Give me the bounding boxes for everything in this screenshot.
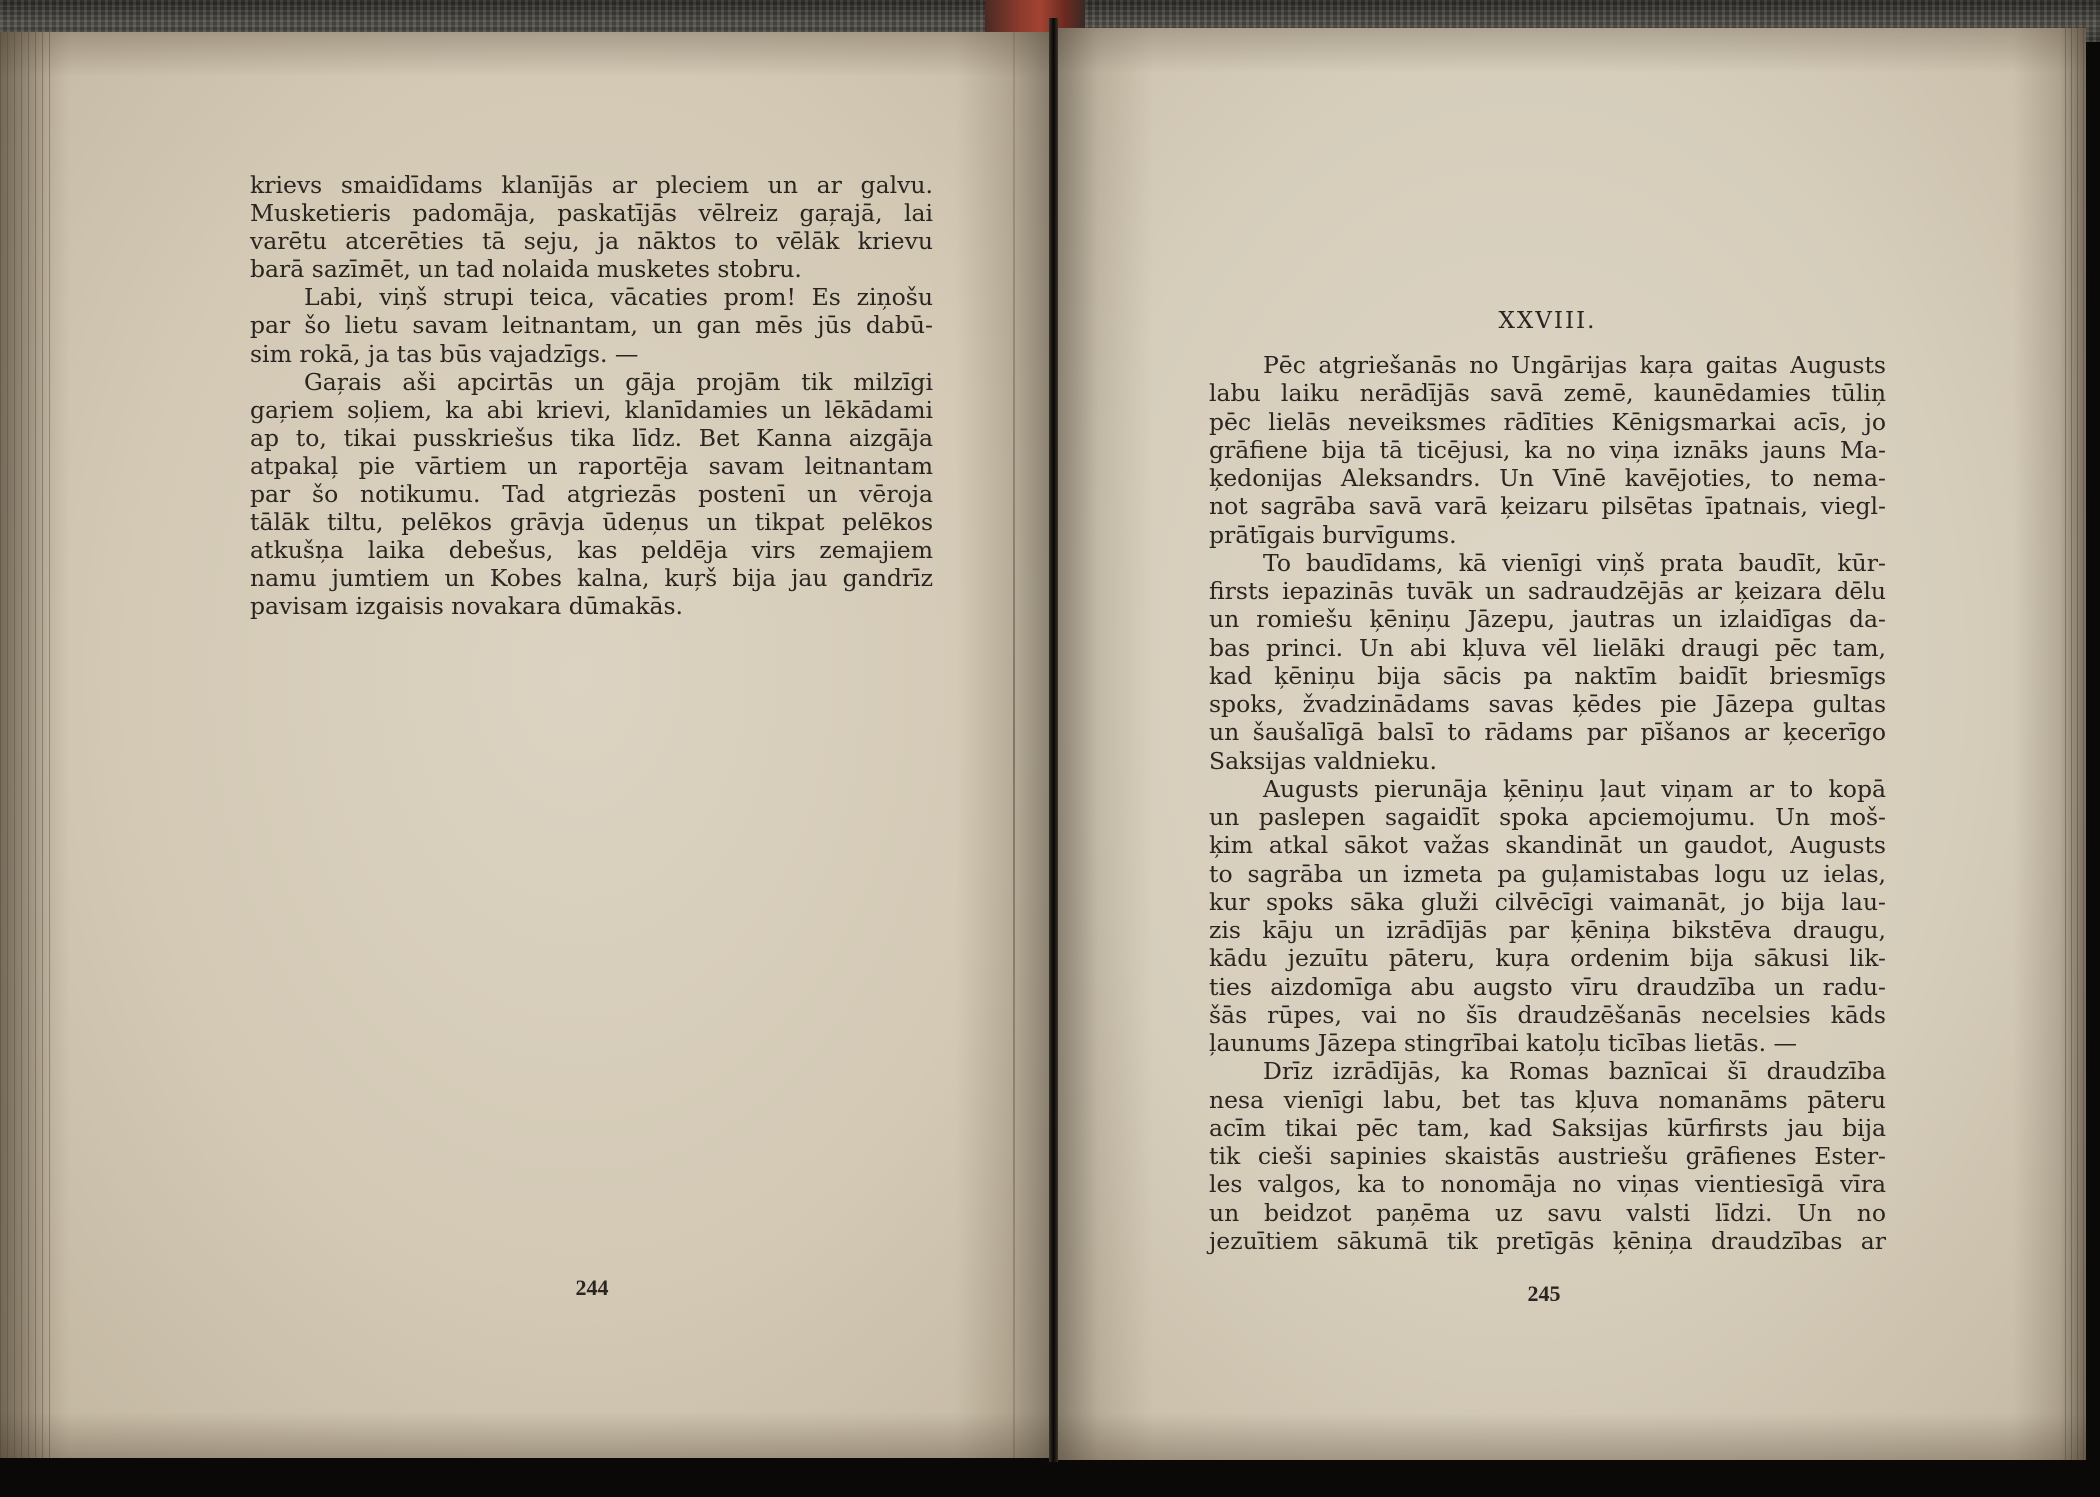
text-line: un šaušalīgā balsī to rādams par pīšanos ar ķecerīgo bbox=[1209, 718, 1886, 747]
text-line: par šo lietu savam leitnantam, un gan mēs jūs dabū- bbox=[250, 311, 933, 340]
paragraph bbox=[1209, 1057, 1886, 1255]
text-line: Gaŗais aši apcirtās un gāja projām tik milzīgi bbox=[304, 367, 933, 396]
text-line: gaŗiem soļiem, ka abi krievi, klanīdamies un lēkādami bbox=[250, 395, 933, 424]
right-page-text bbox=[1209, 351, 1886, 1255]
page-fold-line bbox=[1013, 32, 1015, 1458]
text-line: to sagrāba un izmeta pa guļamistabas logu uz ielas, bbox=[1209, 859, 1886, 888]
paragraph bbox=[1209, 351, 1886, 549]
text-line: krievs smaidīdams klanījās ar pleciem un ar galvu. bbox=[250, 171, 933, 199]
paragraph bbox=[1209, 549, 1886, 775]
text-line: zis kāju un izrādījās par ķēniņa bikstēva draugu, bbox=[1209, 916, 1886, 944]
text-line: not sagrāba savā varā ķeizaru pilsētas īpatnais, viegl- bbox=[1209, 492, 1886, 521]
text-line: Labi, viņš strupi teica, vācaties prom! Es ziņošu bbox=[304, 283, 933, 312]
text-line: ties aizdomīga abu augsto vīru draudzība un radu- bbox=[1209, 972, 1886, 1001]
page-number: 245 bbox=[1527, 1281, 1561, 1306]
text-line: ķim atkal sākot važas skandināt un gaudot, Augusts bbox=[1209, 831, 1886, 860]
text-line: kad ķēniņu bija sācis pa naktīm baidīt briesmīgs bbox=[1209, 661, 1886, 690]
text-line: un beidzot paņēma uz savu valsti līdzi. Un no bbox=[1209, 1198, 1886, 1227]
text-line: jezuītiem sākumā tik pretīgās ķēniņa draudzības ar bbox=[1209, 1226, 1886, 1255]
text-line: pavisam izgaisis novakara dūmakās. bbox=[250, 592, 684, 621]
text-line: atpakaļ pie vārtiem un raportēja savam leitnantam bbox=[250, 451, 933, 480]
text-line: Augusts pierunāja ķēniņu ļaut viņam ar to kopā bbox=[1263, 774, 1886, 803]
text-line: kur spoks sāka gluži cilvēcīgi vaimanāt, jo bija lau- bbox=[1209, 887, 1886, 916]
right-page bbox=[1058, 28, 2086, 1460]
page-stack-edge bbox=[0, 32, 52, 1458]
text-line: spoks, žvadzinādams savas ķēdes pie Jāzepa gultas bbox=[1209, 690, 1886, 718]
paragraph bbox=[1209, 775, 1886, 1058]
text-line: tālāk tiltu, pelēkos grāvja ūdeņus un tikpat pelēkos bbox=[250, 508, 933, 537]
left-page-text bbox=[250, 171, 933, 621]
text-line: un romiešu ķēniņu Jāzepu, jautras un izlaidīgas da- bbox=[1209, 605, 1886, 634]
text-line: Pēc atgriešanās no Ungārijas kaŗa gaitas Augusts bbox=[1263, 351, 1886, 379]
text-line: ķedonijas Aleksandrs. Un Vīnē kavējoties, to nema- bbox=[1209, 464, 1886, 492]
paragraph bbox=[250, 171, 933, 283]
text-line: sim rokā, ja tas būs vajadzīgs. — bbox=[250, 339, 639, 368]
text-line: Saksijas valdnieku. bbox=[1209, 746, 1438, 775]
text-line: tik cieši sapinies skaistās austriešu grāfienes Ester- bbox=[1209, 1142, 1886, 1170]
left-page bbox=[0, 32, 1049, 1458]
text-line: pēc lielās neveiksmes rādīties Kēnigsmarkai acīs, jo bbox=[1209, 407, 1886, 436]
text-line: prātīgais burvīgums. bbox=[1209, 520, 1457, 549]
text-line: šās rūpes, vai no šīs draudzēšanās necelsies kāds bbox=[1209, 1000, 1886, 1029]
text-line: Musketieris padomāja, paskatījās vēlreiz gaŗajā, lai bbox=[250, 199, 933, 228]
page-stack-edge bbox=[2060, 28, 2086, 1460]
text-line: par šo notikumu. Tad atgriezās postenī un vēroja bbox=[250, 480, 933, 509]
text-line: To baudīdams, kā vienīgi viņš prata baudīt, kūr- bbox=[1263, 548, 1886, 577]
text-line: labu laiku nerādījās savā zemē, kaunēdamies tūliņ bbox=[1209, 379, 1886, 408]
text-line: bas princi. Un abi kļuva vēl lielāki draugi pēc tam, bbox=[1209, 633, 1886, 662]
text-line: ap to, tikai pusskriešus tika līdz. Bet Kanna aizgāja bbox=[250, 423, 933, 452]
text-line: grāfiene bija tā ticējusi, ka no viņa iznāks jauns Ma- bbox=[1209, 435, 1886, 464]
text-line: Drīz izrādījās, ka Romas baznīcai šī draudzība bbox=[1263, 1057, 1886, 1086]
text-line: un paslepen sagaidīt spoka apciemojumu. Un moš- bbox=[1209, 803, 1886, 831]
chapter-heading: XXVIII. bbox=[1498, 308, 1597, 334]
text-line: namu jumtiem un Kobes kalna, kuŗš bija jau gandrīz bbox=[250, 564, 933, 593]
paragraph bbox=[250, 368, 933, 621]
text-line: firsts iepazinās tuvāk un sadraudzējās ar ķeizara dēlu bbox=[1209, 577, 1886, 605]
text-line: kādu jezuītu pāteru, kuŗa ordenim bija sākusi lik- bbox=[1209, 944, 1886, 973]
text-line: barā sazīmēt, un tad nolaida musketes stobru. bbox=[250, 255, 802, 284]
text-line: nesa vienīgi labu, bet tas kļuva nomanāms pāteru bbox=[1209, 1085, 1886, 1114]
paragraph bbox=[250, 283, 933, 367]
text-line: ļaunums Jāzepa stingrībai katoļu ticības lietās. — bbox=[1209, 1029, 1798, 1057]
book-gutter bbox=[1049, 18, 1058, 1462]
text-line: les valgos, ka to nonomāja no viņas vientiesīgā vīra bbox=[1209, 1170, 1886, 1199]
text-line: atkušņa laika debešus, kas peldēja virs zemajiem bbox=[250, 536, 933, 565]
text-line: acīm tikai pēc tam, kad Saksijas kūrfirsts jau bija bbox=[1209, 1113, 1886, 1142]
page-number: 244 bbox=[575, 1275, 609, 1300]
text-line: varētu atcerēties tā seju, ja nāktos to vēlāk krievu bbox=[250, 227, 933, 256]
